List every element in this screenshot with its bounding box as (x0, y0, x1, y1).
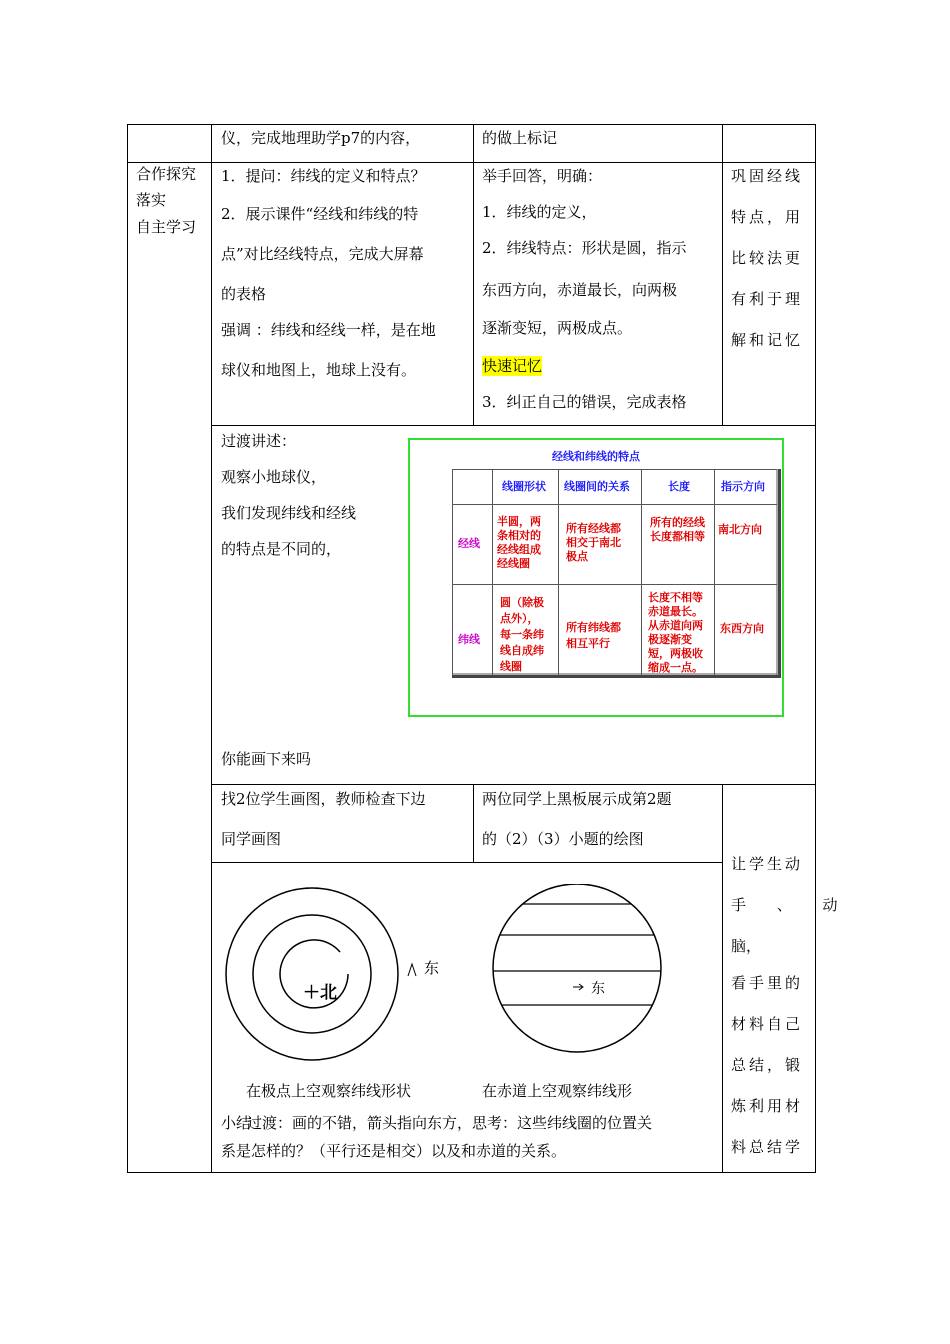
equator-view-diagram (488, 884, 668, 1054)
intent-line: 解和记忆 (731, 331, 804, 349)
comparison-slide (408, 438, 784, 717)
comparison-table (452, 469, 781, 678)
drawing-intent-line: 手 、 动 (731, 896, 851, 914)
meridian-length: 所有的经线 长度都相等 (650, 516, 705, 543)
continuation-student-text: 的做上标记 (482, 129, 558, 147)
polar-caption: 在极点上空观察纬线形状 (246, 1082, 412, 1100)
drawing-student-line: 两位同学上黑板展示成第2题 (482, 790, 672, 808)
teacher-line: 强调 ：纬线和经线一样，是在地 (221, 321, 436, 339)
equator-caption: 在赤道上空观察纬线形 (482, 1082, 633, 1100)
polar-east-label: 东 (424, 959, 440, 977)
row-label-meridian: 经线 (458, 537, 480, 550)
polar-view-diagram (225, 880, 445, 1070)
drawing-intent-line: 让学生动 (731, 855, 804, 873)
intent-line: 特点，用 (731, 208, 804, 226)
east-arrow-icon (408, 964, 416, 976)
student-line: 1．纬线的定义， (482, 203, 597, 221)
transition-line: 观察小地球仪， (221, 468, 327, 486)
outer-parallel-circle (226, 888, 398, 1060)
drawing-intent-line: 炼利用材 (731, 1097, 804, 1115)
student-line: 2．纬线特点：形状是圆，指示 (482, 239, 687, 257)
transition-line: 的特点是不同的， (221, 540, 342, 558)
student-line: 逐渐变短，两极成点。 (482, 319, 633, 337)
drawing-teacher-line: 同学画图 (221, 830, 282, 848)
summary-prefix: 小结 (221, 1114, 252, 1132)
student-line: 3．纠正自己的错误，完成表格 (482, 393, 687, 411)
stage-line: 自主学习 (136, 218, 197, 236)
header-relation: 线圈间的关系 (564, 480, 630, 493)
parallel-relation: 所有纬线都 相互平行 (566, 621, 621, 650)
summary-line: 系是怎样的？（平行还是相交）以及和赤道的关系。 (221, 1142, 567, 1160)
teacher-line: 球仪和地图上，地球上没有。 (221, 361, 417, 379)
intent-line: 有利于理 (731, 290, 804, 308)
quick-memory-highlight: 快速记忆 (482, 357, 543, 375)
drawing-teacher-line: 找2位学生画图，教师检查下边 (221, 790, 426, 808)
summary-line: 过渡：画的不错，箭头指向东方，思考：这些纬线圈的位置关 (247, 1114, 653, 1132)
intent-line: 巩固经线 (731, 167, 804, 185)
intent-line: 比较法更 (731, 249, 804, 267)
transition-line: 我们发现纬线和经线 (221, 504, 357, 522)
continuation-teacher-text: 仪，完成地理助学p7的内容， (221, 129, 421, 147)
transition-question: 你能画下来吗 (221, 750, 312, 768)
teacher-line: 点”对比经线特点，完成大屏幕 (221, 245, 424, 263)
parallel-shape: 圆（除极 点外）， 每一条纬 线自成纬 线圈 (500, 596, 544, 673)
drawing-intent-line: 看手里的 (731, 974, 804, 992)
drawing-intent-line: 脑， (731, 937, 762, 955)
transition-line: 过渡讲述： (221, 432, 297, 450)
parallel-length: 长度不相等 赤道最长。 从赤道向两 极逐渐变 短，两极收 缩成一点。 (648, 591, 703, 674)
meridian-shape: 半圆，两 条相对的 经线组成 经线圈 (497, 515, 541, 570)
middle-parallel-circle (253, 915, 371, 1033)
meridian-relation: 所有经线都 相交于南北 极点 (566, 522, 621, 563)
teacher-line: 1．提问：纬线的定义和特点？ (221, 167, 426, 185)
header-direction: 指示方向 (721, 480, 765, 493)
row-label-parallel: 纬线 (458, 633, 480, 646)
stage-line: 合作探究 (136, 165, 197, 183)
stage-line: 落实 (136, 191, 167, 209)
drawing-intent-line: 总结，锻 (731, 1056, 804, 1074)
globe-outline (493, 884, 661, 1052)
student-line: 东西方向，赤道最长，向两极 (482, 281, 678, 299)
parallel-lines (488, 904, 668, 1005)
comparison-title: 经线和纬线的特点 (552, 450, 640, 463)
header-length: 长度 (668, 480, 690, 493)
teacher-line: 2．展示课件“经线和纬线的特 (221, 205, 419, 223)
student-line: 举手回答，明确： (482, 167, 603, 185)
meridian-direction: 南北方向 (718, 523, 762, 536)
drawing-intent-line: 料总结学 (731, 1138, 804, 1156)
parallel-direction: 东西方向 (720, 622, 764, 635)
equator-east-label: 东 (591, 981, 605, 997)
header-shape: 线圈形状 (502, 480, 546, 493)
drawing-student-line: 的（2）（3）小题的绘图 (482, 830, 644, 848)
north-pole-label: ＋北 (303, 983, 337, 1003)
teacher-line: 的表格 (221, 285, 267, 303)
drawing-intent-line: 材料自己 (731, 1015, 804, 1033)
